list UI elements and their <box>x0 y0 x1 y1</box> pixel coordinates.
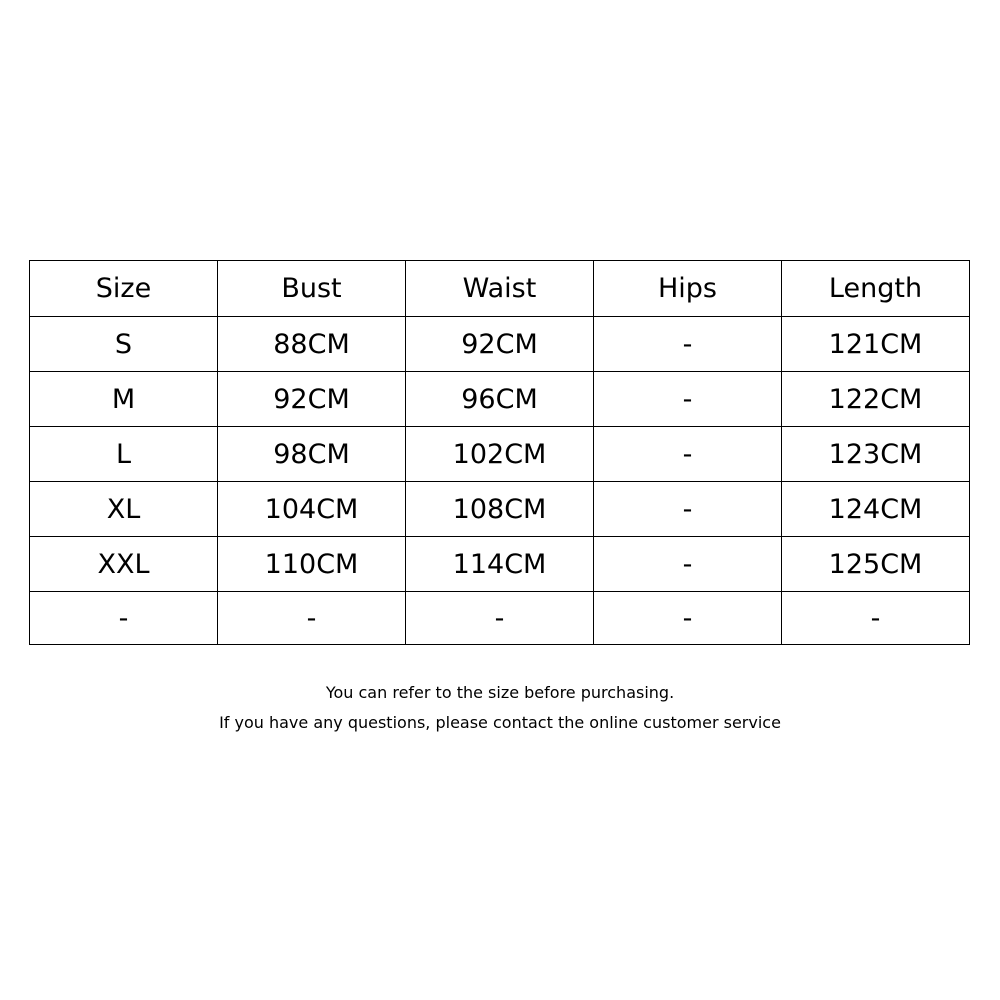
table-cell: 124CM <box>782 482 970 537</box>
header-bust: Bust <box>218 261 406 317</box>
table-cell: S <box>30 317 218 372</box>
header-size: Size <box>30 261 218 317</box>
table-cell: - <box>594 317 782 372</box>
table-cell: 92CM <box>406 317 594 372</box>
customer-service-note: If you have any questions, please contact the online customer service <box>219 713 781 732</box>
table-cell: L <box>30 427 218 482</box>
table-cell: 104CM <box>218 482 406 537</box>
table-cell: XXL <box>30 537 218 592</box>
table-cell: M <box>30 372 218 427</box>
size-chart-table <box>29 260 970 645</box>
table-row <box>30 427 970 482</box>
table-cell: 123CM <box>782 427 970 482</box>
table-row <box>30 372 970 427</box>
table-row <box>30 482 970 537</box>
table-cell: - <box>30 592 218 645</box>
table-row <box>30 317 970 372</box>
size-reference-note: You can refer to the size before purchasing. <box>325 683 675 702</box>
table-cell: 88CM <box>218 317 406 372</box>
header-waist: Waist <box>406 261 594 317</box>
table-cell: 98CM <box>218 427 406 482</box>
table-cell: 96CM <box>406 372 594 427</box>
table-cell: - <box>594 592 782 645</box>
table-cell: - <box>594 427 782 482</box>
table-cell: - <box>594 372 782 427</box>
table-cell: 92CM <box>218 372 406 427</box>
table-header-row <box>30 261 970 317</box>
header-hips: Hips <box>594 261 782 317</box>
table-cell: - <box>218 592 406 645</box>
table-cell: 121CM <box>782 317 970 372</box>
table-cell: 102CM <box>406 427 594 482</box>
table-cell: 110CM <box>218 537 406 592</box>
table-cell: - <box>594 537 782 592</box>
table-row <box>30 592 970 645</box>
table-cell: 114CM <box>406 537 594 592</box>
table-cell: XL <box>30 482 218 537</box>
table-cell: - <box>594 482 782 537</box>
table-cell: - <box>406 592 594 645</box>
header-length: Length <box>782 261 970 317</box>
table-cell: - <box>782 592 970 645</box>
table-row <box>30 537 970 592</box>
table-cell: 108CM <box>406 482 594 537</box>
table-cell: 125CM <box>782 537 970 592</box>
table-cell: 122CM <box>782 372 970 427</box>
